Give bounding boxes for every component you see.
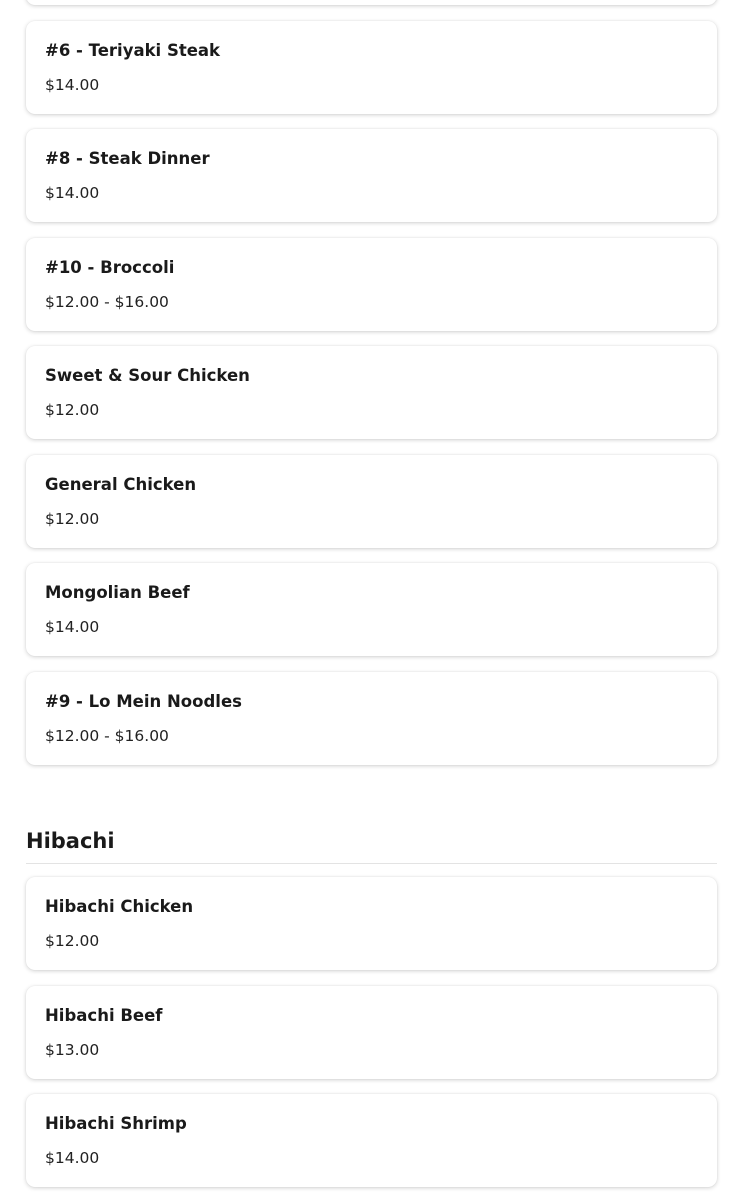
menu-item-card[interactable] — [26, 455, 717, 548]
menu-item-price: $12.00 — [45, 401, 100, 419]
menu-item-price: $14.00 — [45, 75, 100, 94]
menu-item-name: Hibachi Chicken — [45, 897, 194, 916]
menu-item-card[interactable] — [26, 563, 717, 656]
menu-item-card[interactable] — [26, 346, 717, 439]
section-heading-hibachi: Hibachi — [26, 827, 717, 864]
menu-item-card[interactable] — [26, 21, 717, 114]
menu-item-card[interactable] — [26, 129, 717, 222]
menu-item-name: #9 - Lo Mein Noodles — [45, 691, 242, 711]
menu-item-card[interactable] — [26, 672, 717, 765]
menu-item-name: Hibachi Shrimp — [45, 1114, 187, 1133]
menu-item-name: #6 - Teriyaki Steak — [45, 40, 221, 60]
menu-item-price: $12.00 - $16.00 — [45, 292, 169, 311]
menu-item-price: $14.00 — [45, 1149, 100, 1167]
menu-item-name: Sweet & Sour Chicken — [45, 366, 250, 385]
menu-item-name: #8 - Steak Dinner — [45, 149, 210, 168]
menu-item-card[interactable] — [26, 1094, 717, 1187]
menu-item-card[interactable] — [26, 238, 717, 331]
menu-item-name: Mongolian Beef — [45, 583, 190, 602]
menu-item-price: $12.00 — [45, 509, 100, 528]
menu-item-name: General Chicken — [45, 474, 197, 494]
menu-item-price: $12.00 - $16.00 — [45, 726, 169, 745]
menu-item-card[interactable] — [26, 877, 717, 970]
menu-item-card[interactable] — [26, 0, 717, 5]
menu-list-hibachi — [26, 877, 717, 1203]
menu-item-price: $13.00 — [45, 1040, 100, 1059]
menu-list-top-partial — [26, 0, 717, 21]
menu-item-name: Hibachi Beef — [45, 1005, 163, 1025]
menu-item-price: $12.00 — [45, 932, 100, 950]
menu-item-card[interactable] — [26, 986, 717, 1079]
menu-item-price: $14.00 — [45, 184, 100, 202]
menu-list-section-1 — [26, 21, 717, 781]
menu-item-name: #10 - Broccoli — [45, 257, 175, 277]
menu-item-price: $14.00 — [45, 618, 100, 636]
